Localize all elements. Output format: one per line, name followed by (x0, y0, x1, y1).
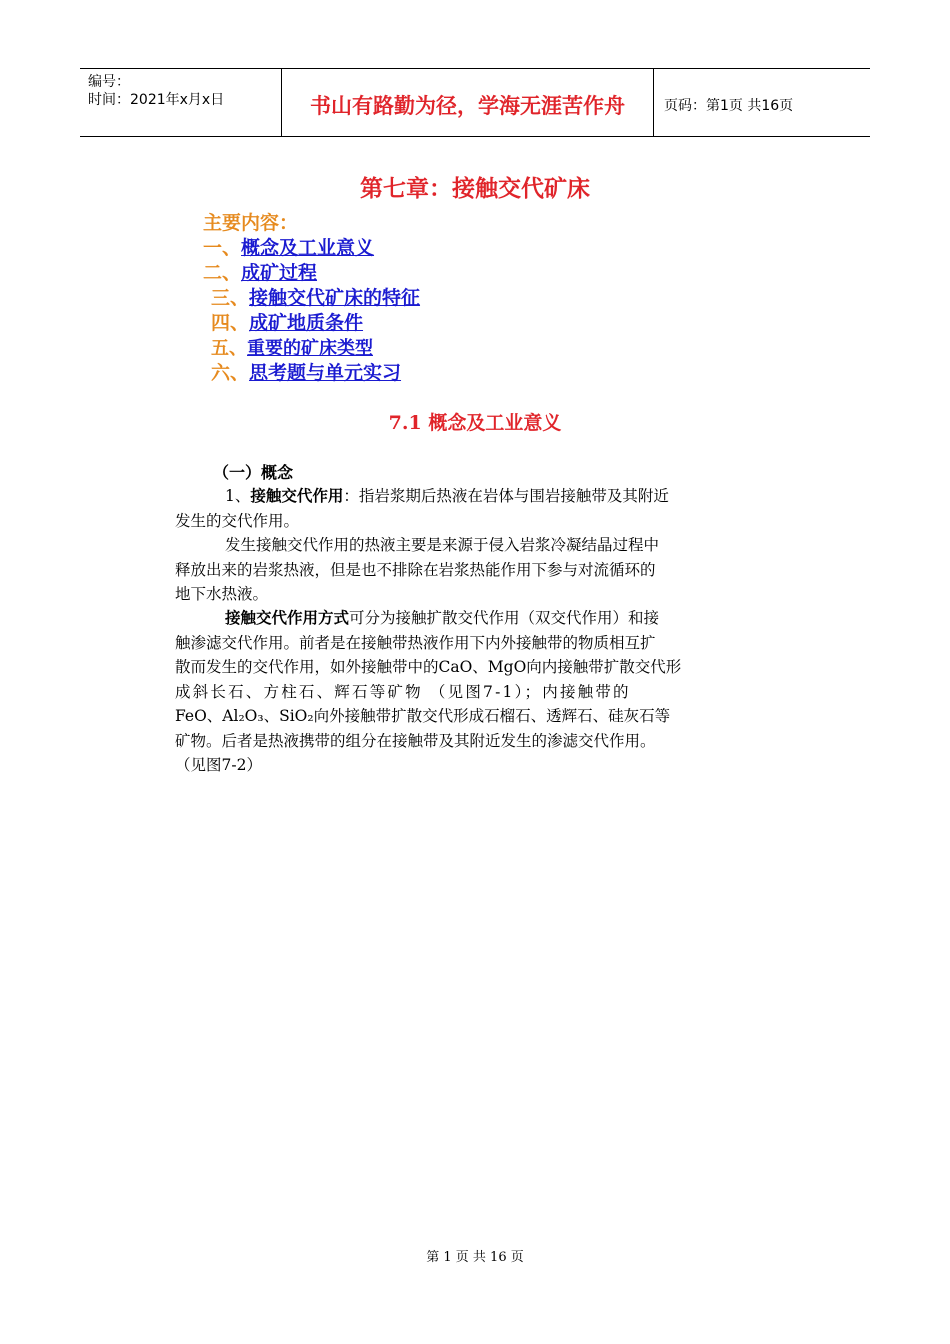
text-line: 发生的交代作用。 (175, 511, 300, 530)
text-line: （见图7-2） (175, 756, 262, 774)
toc-item-2[interactable] (203, 261, 420, 286)
item-number: 1、 (225, 487, 251, 505)
toc-number: 三、 (211, 287, 250, 309)
text-line: 释放出来的岩浆热液，但是也不排除在岩浆热能作用下参与对流循环的 (175, 560, 656, 579)
toc-number: 五、 (211, 338, 247, 359)
paragraph-source (175, 533, 775, 607)
toc-number: 一、 (203, 237, 242, 259)
header-meta (80, 69, 282, 136)
toc-item-6[interactable] (203, 361, 420, 386)
text-line (175, 533, 775, 558)
paragraph-modes (175, 606, 775, 778)
text-line: 地下水热液。 (175, 585, 269, 603)
header-motto: 书山有路勤为径，学海无涯苦作舟 (282, 69, 654, 136)
text-line: 触渗滤交代作用。前者是在接触带热液作用下内外接触带的物质相互扩 (175, 633, 656, 652)
text-run: 发生接触交代作用的热液主要是来源于侵入岩浆冷凝结晶过程中 (225, 536, 660, 554)
code-label: 编号： (88, 74, 130, 90)
toc-number: 二、 (203, 262, 242, 284)
toc-link[interactable]: 思考题与单元实习 (249, 362, 402, 384)
toc-item-1[interactable] (203, 236, 420, 261)
toc-link[interactable]: 接触交代矿床的特征 (249, 287, 421, 309)
toc-number: 四、 (211, 312, 250, 334)
text-line: 散而发生的交代作用，如外接触带中的CaO、MgO向内接触带扩散交代形 (175, 658, 682, 676)
page-footer: 第 1 页 共 16 页 (426, 1250, 524, 1265)
text-line (175, 484, 775, 509)
toc-link[interactable]: 成矿过程 (241, 262, 318, 284)
section-title: 7.1 概念及工业意义 (388, 412, 562, 434)
toc-item-3[interactable] (203, 286, 420, 311)
text-run: 可分为接触扩散交代作用（双交代作用）和接 (349, 609, 660, 627)
text-line (175, 606, 775, 631)
text-line: FeO、Al₂O₃、SiO₂向外接触带扩散交代形成石榴石、透辉石、硅灰石等 (175, 707, 671, 725)
subsection-heading: （一）概念 (213, 463, 294, 482)
text-line: 矿物。后者是热液携带的组分在接触带及其附近发生的渗滤交代作用。 (175, 731, 656, 750)
chapter-title: 第七章：接触交代矿床 (360, 176, 590, 202)
toc-item-5[interactable] (203, 336, 420, 361)
table-of-contents (203, 210, 420, 386)
header-page-info: 页码：第1页 共16页 (664, 97, 794, 114)
text-line: 成斜长石、方柱石、辉石等矿物 （见图7-1）；内接触带的 (175, 682, 631, 701)
text-run: ：指岩浆期后热液在岩体与围岩接触带及其附近 (343, 487, 669, 505)
term-bold: 接触交代作用方式 (225, 609, 350, 627)
page-header (80, 68, 870, 137)
toc-number: 六、 (211, 362, 250, 384)
time-label: 时间：2021年x月x日 (88, 92, 225, 108)
toc-link[interactable]: 概念及工业意义 (241, 237, 375, 259)
toc-item-4[interactable] (203, 311, 420, 336)
term-bold: 接触交代作用 (250, 487, 344, 505)
paragraph-definition (175, 484, 775, 533)
toc-heading: 主要内容： (203, 212, 299, 234)
toc-link[interactable]: 成矿地质条件 (249, 312, 364, 334)
toc-link[interactable]: 重要的矿床类型 (247, 338, 373, 359)
